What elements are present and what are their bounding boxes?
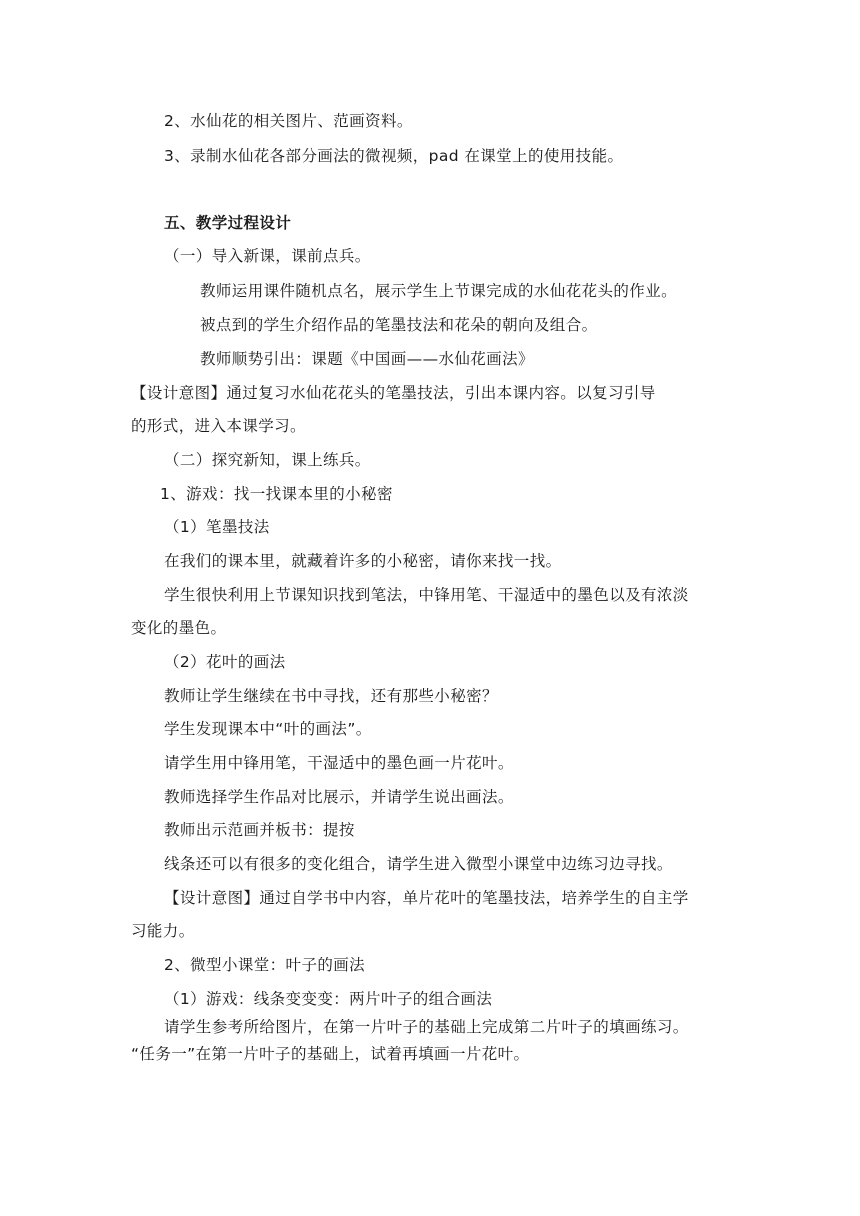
text-line: “任务一”在第一片叶子的基础上，试着再填画一片花叶。 xyxy=(131,1045,530,1063)
text-line: 3、录制水仙花各部分画法的微视频，pad 在课堂上的使用技能。 xyxy=(164,147,624,165)
item-heading: 2、微型小课堂：叶子的画法 xyxy=(164,956,366,974)
text-line: 学生发现课本中“叶的画法”。 xyxy=(164,720,372,738)
text-line: 2、水仙花的相关图片、范画资料。 xyxy=(164,112,413,130)
text-line: 被点到的学生介绍作品的笔墨技法和花朵的朝向及组合。 xyxy=(200,316,598,334)
item-heading: （1）笔墨技法 xyxy=(164,518,270,536)
text-line: 教师运用课件随机点名，展示学生上节课完成的水仙花花头的作业。 xyxy=(200,282,678,300)
text-line: 变化的墨色。 xyxy=(131,619,227,637)
text-line: 学生很快利用上节课知识找到笔法，中锋用笔、干湿适中的墨色以及有浓淡 xyxy=(164,586,689,604)
text-line: 教师让学生继续在书中寻找，还有那些小秘密？ xyxy=(164,687,498,705)
item-heading: （1）游戏：线条变变变：两片叶子的组合画法 xyxy=(164,990,493,1008)
text-line: 习能力。 xyxy=(131,922,195,940)
text-line: 请学生用中锋用笔，干湿适中的墨色画一片花叶。 xyxy=(164,754,514,772)
design-intent-line: 【设计意图】通过复习水仙花花头的笔墨技法，引出本课内容。以复习引导 xyxy=(131,384,656,402)
subsection-heading: （一）导入新课，课前点兵。 xyxy=(164,247,371,265)
text-line: 请学生参考所给图片，在第一片叶子的基础上完成第二片叶子的填画练习。 xyxy=(164,1018,689,1036)
text-line: 教师出示范画并板书：提按 xyxy=(164,821,355,839)
item-heading: （2）花叶的画法 xyxy=(164,653,286,671)
text-line: 教师选择学生作品对比展示，并请学生说出画法。 xyxy=(164,788,514,806)
design-intent-line: 【设计意图】通过自学书中内容，单片花叶的笔墨技法，培养学生的自主学 xyxy=(164,889,689,907)
text-line: 在我们的课本里，就藏着许多的小秘密，请你来找一找。 xyxy=(164,552,562,570)
section-heading: 五、教学过程设计 xyxy=(164,214,292,232)
text-line: 的形式，进入本课学习。 xyxy=(131,417,306,435)
text-line: 教师顺势引出：课题《中国画——水仙花画法》 xyxy=(200,350,534,368)
text-line: 线条还可以有很多的变化组合，请学生进入微型小课堂中边练习边寻找。 xyxy=(164,855,673,873)
item-heading: 1、游戏：找一找课本里的小秘密 xyxy=(160,485,393,503)
subsection-heading: （二）探究新知，课上练兵。 xyxy=(164,451,371,469)
